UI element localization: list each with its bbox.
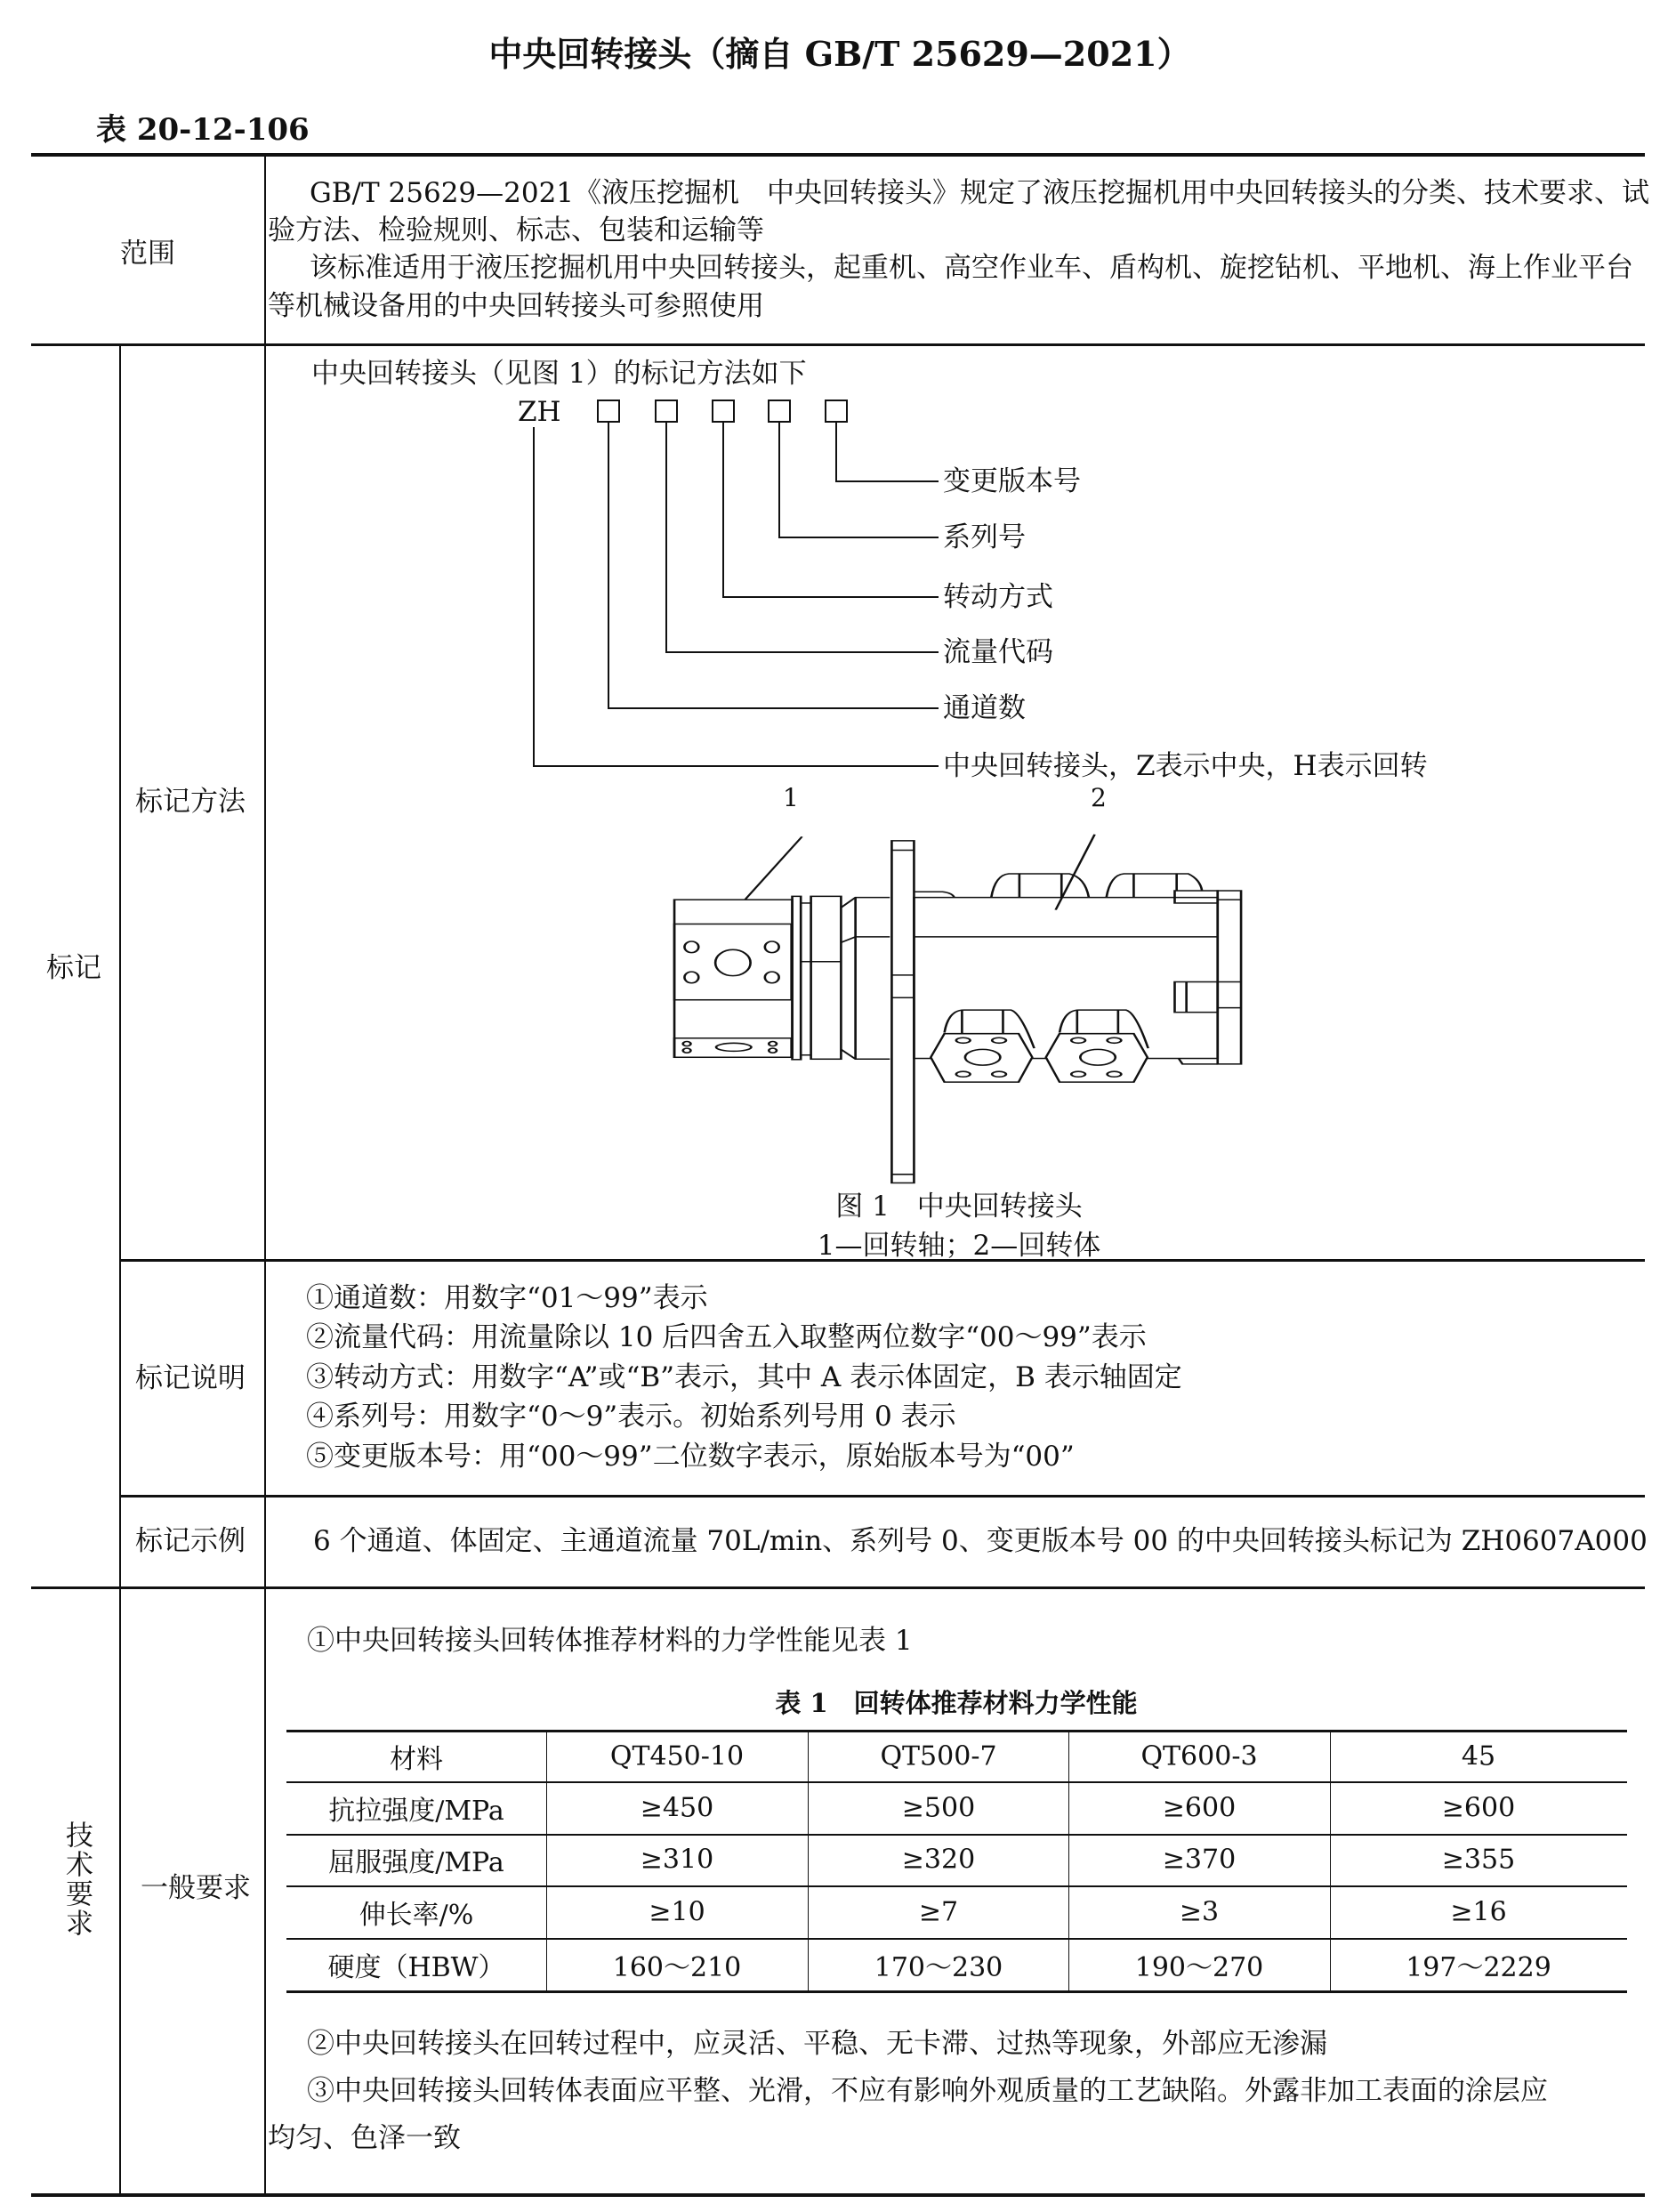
code-label: 转动方式 bbox=[943, 581, 1053, 613]
callout-leader-2 bbox=[1056, 835, 1095, 910]
code-label: 中央回转接头，Z表示中央，H表示回转 bbox=[943, 750, 1428, 782]
table1-cell: 伸长率/% bbox=[359, 1900, 474, 1931]
table1-rule bbox=[286, 1885, 1627, 1887]
callout-1: 1 bbox=[783, 783, 799, 812]
leader-line bbox=[608, 422, 939, 708]
scope-line: 验方法、检验规则、标志、包装和运输等 bbox=[268, 214, 764, 246]
table1-header: QT600-3 bbox=[1140, 1740, 1258, 1772]
table1-rule bbox=[286, 1781, 1627, 1783]
flange bbox=[891, 841, 914, 1183]
table1-cell: 170～230 bbox=[874, 1952, 1003, 1983]
code-label: 变更版本号 bbox=[943, 465, 1081, 497]
code-label: 系列号 bbox=[943, 521, 1026, 553]
table-bottom-border bbox=[31, 2193, 1645, 2197]
tech-item-3-cont: 均匀、色泽一致 bbox=[268, 2122, 461, 2154]
rotary-shaft-block bbox=[674, 900, 792, 1057]
table1-col-rule bbox=[1330, 1732, 1331, 1991]
table1-cell: 硬度（HBW） bbox=[327, 1952, 505, 1983]
row-divider bbox=[31, 1586, 1645, 1589]
table1-col-rule bbox=[808, 1732, 809, 1991]
table1-rule bbox=[286, 1834, 1627, 1836]
table1-cell: 197～2229 bbox=[1406, 1952, 1551, 1983]
explanation-item: ②流量代码：用流量除以 10 后四舍五入取整两位数字“00～99”表示 bbox=[306, 1321, 1147, 1353]
row-divider bbox=[120, 1495, 1645, 1498]
scope-label: 范围 bbox=[120, 238, 175, 270]
table1-cell: ≥310 bbox=[640, 1844, 714, 1876]
marking-example-label: 标记示例 bbox=[135, 1525, 246, 1557]
marking-explanation-label: 标记说明 bbox=[135, 1362, 246, 1394]
table1-cell: ≥7 bbox=[918, 1896, 959, 1928]
table1-border bbox=[286, 1730, 1627, 1732]
column-divider bbox=[119, 1588, 121, 2195]
callout-leader-1 bbox=[745, 836, 802, 899]
table1-col-rule bbox=[1068, 1732, 1069, 1991]
table1-header: QT450-10 bbox=[609, 1740, 745, 1772]
rotary-joint-drawing bbox=[656, 814, 1261, 1188]
marking-method-label: 标记方法 bbox=[135, 786, 246, 818]
tech-label: 技术要求 bbox=[60, 1820, 93, 1938]
example-text: 6 个通道、体固定、主通道流量 70L/min、系列号 0、变更版本号 00 的中央回转接头标记为 ZH0607A000 bbox=[313, 1525, 1648, 1557]
table1-header: 45 bbox=[1461, 1740, 1496, 1772]
code-label: 流量代码 bbox=[943, 636, 1053, 668]
table1-rule bbox=[286, 1938, 1627, 1940]
leader-line bbox=[723, 422, 939, 597]
code-box bbox=[769, 400, 790, 422]
table1-cell: 160～210 bbox=[612, 1952, 742, 1983]
table1-cell: ≥16 bbox=[1450, 1896, 1507, 1928]
page-title: 中央回转接头（摘自 GB/T 25629—2021） bbox=[488, 34, 1191, 74]
figure-legend: 1—回转轴；2—回转体 bbox=[817, 1230, 1101, 1262]
leader-line bbox=[779, 422, 939, 537]
table1-col-rule bbox=[546, 1732, 547, 1991]
code-box bbox=[656, 400, 677, 422]
explanation-item: ①通道数：用数字“01～99”表示 bbox=[306, 1282, 708, 1314]
table1-header: QT500-7 bbox=[880, 1740, 997, 1772]
code-label: 通道数 bbox=[943, 692, 1026, 724]
code-box bbox=[598, 400, 619, 422]
port-1 bbox=[931, 1010, 1034, 1082]
explanation-item: ⑤变更版本号：用“00～99”二位数字表示，原始版本号为“00” bbox=[306, 1441, 1075, 1473]
table1-cell: 屈服强度/MPa bbox=[328, 1847, 504, 1878]
callout-2: 2 bbox=[1091, 783, 1107, 812]
table1-cell: ≥450 bbox=[640, 1792, 714, 1824]
table1-cell: ≥600 bbox=[1162, 1792, 1237, 1824]
scope-line: 等机械设备用的中央回转接头可参照使用 bbox=[268, 290, 764, 322]
scope-line: 该标准适用于液压挖掘机用中央回转接头，起重机、高空作业车、盾构机、旋挖钻机、平地机、海上作业平台 bbox=[310, 252, 1633, 284]
leader-line bbox=[836, 422, 939, 481]
table1-border bbox=[286, 1990, 1627, 1993]
scope-line: GB/T 25629—2021《液压挖掘机 中央回转接头》规定了液压挖掘机用中央回转接头的分类、技术要求、试 bbox=[310, 177, 1650, 209]
marking-intro: 中央回转接头（见图 1）的标记方法如下 bbox=[311, 358, 807, 390]
marking-label: 标记 bbox=[46, 952, 101, 984]
port-2 bbox=[1046, 1010, 1148, 1082]
general-requirements-label: 一般要求 bbox=[141, 1872, 251, 1904]
tech-item-1: ①中央回转接头回转体推荐材料的力学性能见表 1 bbox=[307, 1625, 913, 1657]
code-box bbox=[826, 400, 847, 422]
table1-cell: ≥600 bbox=[1441, 1792, 1516, 1824]
table1-cell: ≥320 bbox=[901, 1844, 976, 1876]
table1-cell: ≥370 bbox=[1162, 1844, 1237, 1876]
tech-item-3: ③中央回转接头回转体表面应平整、光滑，不应有影响外观质量的工艺缺陷。外露非加工表面的涂层应 bbox=[307, 2075, 1548, 2107]
code-prefix: ZH bbox=[518, 396, 561, 428]
table1-cell: ≥355 bbox=[1441, 1844, 1516, 1876]
table1-cell: ≥10 bbox=[649, 1896, 705, 1928]
table1-cell: 190～270 bbox=[1134, 1952, 1264, 1983]
tech-item-2: ②中央回转接头在回转过程中，应灵活、平稳、无卡滞、过热等现象，外部应无渗漏 bbox=[307, 2028, 1327, 2060]
explanation-item: ③转动方式：用数字“A”或“B”表示，其中 A 表示体固定，B 表示轴固定 bbox=[306, 1361, 1182, 1393]
table1-cell: ≥500 bbox=[901, 1792, 976, 1824]
explanation-item: ④系列号：用数字“0～9”表示。初始系列号用 0 表示 bbox=[306, 1401, 956, 1433]
table1-cell: 抗拉强度/MPa bbox=[328, 1796, 504, 1827]
table1-cell: ≥3 bbox=[1179, 1896, 1220, 1928]
table1-title: 表 1 回转体推荐材料力学性能 bbox=[775, 1688, 1138, 1718]
table1-header: 材料 bbox=[390, 1744, 443, 1775]
table-number: 表 20-12-106 bbox=[96, 112, 310, 148]
figure-caption: 图 1 中央回转接头 bbox=[835, 1191, 1083, 1223]
code-box bbox=[713, 400, 734, 422]
